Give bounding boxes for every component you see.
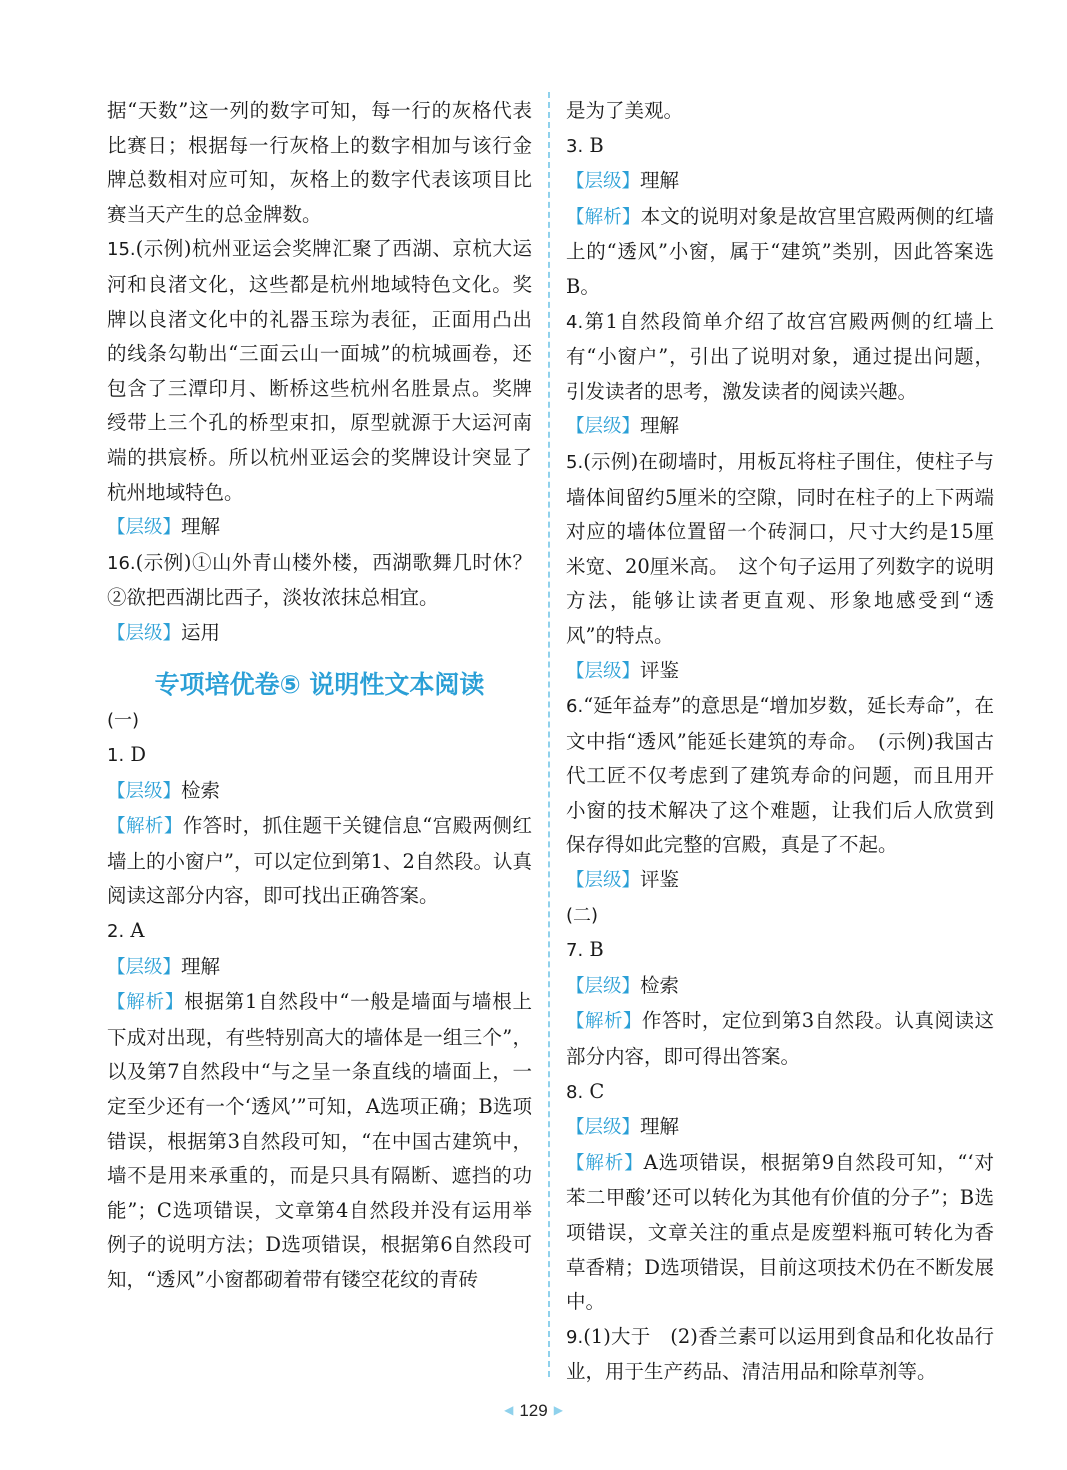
- analysis-text: 作答时，抓住题干关键信息“宫殿两侧红墙上的小窗户”，可以定位到第1、2自然段。认真阅读这部分内容，即可找出正确答案。: [107, 814, 532, 908]
- part-heading-2: (二): [566, 904, 599, 926]
- answer-text: (示例)①山外青山楼外楼，西湖歌舞几时休？ ②欲把西湖比西子，淡妆浓抹总相宜。: [107, 550, 552, 610]
- answer-text: (示例)杭州亚运会奖牌汇聚了西湖、京杭大运河和良渚文化，这些都是杭州地域特色文化。奖牌以良渚文化中的礼器玉琮为表征，正面用凸出的线条勾勒出“三面云山一面城”的杭城画卷，还包含了三潭印月、断桥这些杭州名胜景点。奖牌绶带上三个孔的桥型束扣，原型就源于大运河南端的拱宸桥。所以杭州亚运会的奖牌设计突显了杭州地域特色。: [107, 237, 532, 504]
- level-3: [566, 164, 994, 200]
- answer-4: [566, 305, 994, 410]
- question-number: 5.: [566, 451, 584, 473]
- answer-text: 第1自然段简单介绍了故宫宫殿两侧的红墙上有“小窗户”，引出了说明对象，通过提出问题，引发读者的思考，激发读者的阅读兴趣。: [566, 309, 994, 403]
- section-title: 专项培优卷⑤ 说明性文本阅读: [154, 669, 485, 699]
- question-number: 15.: [107, 239, 136, 261]
- level-value: 评鉴: [640, 868, 680, 892]
- answer-text: (1)大于 (2)香兰素可以运用到食品和化妆品行业，用于生产药品、清洁用品和除草剂等。: [566, 1324, 994, 1384]
- level-tag: 【层级】: [566, 416, 641, 438]
- column-divider: [548, 92, 550, 1377]
- level-tag: 【层级】: [107, 517, 182, 539]
- level-value: 检索: [640, 973, 680, 997]
- question-number: 16.: [107, 552, 136, 574]
- analysis-tag: 【解析】: [566, 206, 641, 228]
- question-number: 3.: [566, 135, 584, 157]
- question-number: 9.: [566, 1326, 584, 1348]
- answer-15: [107, 232, 532, 510]
- analysis-tag: 【解析】: [566, 1152, 644, 1174]
- analysis-3: [566, 200, 994, 305]
- level-tag: 【层级】: [566, 1117, 641, 1139]
- level-1: [107, 774, 532, 810]
- answer-choice: B: [589, 133, 604, 157]
- analysis-8: [566, 1146, 994, 1320]
- analysis-1: [107, 809, 532, 914]
- level-16: [107, 616, 532, 652]
- part-heading-1: (一): [107, 709, 140, 731]
- level-tag: 【层级】: [566, 975, 641, 997]
- level-5: [566, 654, 994, 690]
- answer-choice: D: [130, 743, 147, 767]
- answer-choice: C: [589, 1079, 605, 1103]
- level-tag: 【层级】: [107, 780, 182, 802]
- answer-16: [107, 546, 552, 616]
- answer-2: [107, 914, 532, 950]
- page-number: 129: [519, 1401, 548, 1420]
- level-value: 理解: [181, 954, 221, 978]
- analysis-text: A选项错误，根据第9自然段可知，“‘对苯二甲酸’还可以转化为其他有价值的分子”；B选项错误，文章关注的重点是废塑料瓶可转化为香草香精；D选项错误，目前这项技术仍在不断发展中。: [566, 1150, 994, 1314]
- level-4: [566, 409, 994, 445]
- level-value: 运用: [181, 620, 221, 644]
- level-value: 评鉴: [640, 658, 680, 682]
- level-value: 理解: [640, 169, 680, 193]
- level-value: 理解: [181, 515, 221, 539]
- level-value: 理解: [640, 414, 680, 438]
- analysis-7: [566, 1004, 994, 1074]
- level-15: [107, 510, 532, 546]
- analysis-text: 根据第1自然段中“一般是墙面与墙根上下成对出现，有些特别高大的墙体是一组三个”，以及第7自然段中“与之呈一条直线的墙面上，一定至少还有一个‘透风’”可知，A选项正确；B选项错误，根据第3自然段可知，“在中国古建筑中，墙不是用来承重的，而是只具有隔断、遮挡的功能”；C选项错误，文章第4自然段并没有运用举例子的说明方法；D选项错误，根据第6自然段可知，“透风”小窗都砌着带有镂空花纹的青砖: [107, 990, 532, 1291]
- right-column: [566, 94, 994, 1390]
- continued-text: 是为了美观。: [566, 99, 684, 122]
- answer-3: [566, 129, 994, 165]
- level-tag: 【层级】: [566, 171, 641, 193]
- analysis-tag: 【解析】: [107, 992, 185, 1014]
- question-number: 6.: [566, 696, 584, 718]
- level-value: 理解: [640, 1115, 680, 1139]
- intro-paragraph: 据“天数”这一列的数字可知，每一行的灰格代表比赛日；根据每一行灰格上的数字相加与该行金牌总数相对应可知，灰格上的数字代表该项目比赛当天产生的总金牌数。: [107, 99, 532, 226]
- analysis-2: [107, 985, 532, 1297]
- answer-9: [566, 1320, 994, 1390]
- level-tag: 【层级】: [566, 870, 641, 892]
- level-7: [566, 969, 994, 1005]
- level-value: 检索: [181, 778, 221, 802]
- analysis-text: 作答时，定位到第3自然段。认真阅读这部分内容，即可得出答案。: [566, 1009, 994, 1069]
- level-8: [566, 1110, 994, 1146]
- answer-1: [107, 738, 532, 774]
- answer-text: “延年益寿”的意思是“增加岁数，延长寿命”，在文中指“透风”能延长建筑的寿命。 (示例)我国古代工匠不仅考虑到了建筑寿命的问题，而且用开小窗的技术解决了这个难题，让我们后人欣赏到保存得如此完整的宫殿，真是了不起。: [566, 694, 994, 857]
- question-number: 7.: [566, 940, 584, 962]
- level-2: [107, 950, 532, 986]
- level-tag: 【层级】: [107, 622, 182, 644]
- question-number: 1.: [107, 745, 125, 767]
- triangle-right-icon: ▶: [553, 1403, 563, 1417]
- analysis-tag: 【解析】: [566, 1011, 642, 1033]
- question-number: 2.: [107, 921, 125, 943]
- analysis-tag: 【解析】: [107, 816, 183, 838]
- triangle-left-icon: ◀: [504, 1403, 514, 1417]
- level-tag: 【层级】: [566, 660, 641, 682]
- level-6: [566, 863, 994, 899]
- level-tag: 【层级】: [107, 956, 182, 978]
- answer-choice: B: [589, 938, 604, 962]
- left-column: [107, 94, 552, 1298]
- answer-6: [566, 689, 994, 863]
- answer-5: [566, 445, 994, 654]
- question-number: 4.: [566, 311, 584, 333]
- answer-8: [566, 1075, 994, 1111]
- analysis-text: 本文的说明对象是故宫里宫殿两侧的红墙上的“透风”小窗，属于“建筑”类别，因此答案选B。: [566, 204, 994, 298]
- page-footer: [0, 1401, 1067, 1421]
- answer-7: [566, 933, 994, 969]
- question-number: 8.: [566, 1081, 584, 1103]
- answer-choice: A: [130, 919, 145, 943]
- answer-text: (示例)在砌墙时，用板瓦将柱子围住，使柱子与墙体间留约5厘米的空隙，同时在柱子的上下两端对应的墙体位置留一个砖洞口，尺寸大约是15厘米宽、20厘米高。 这个句子运用了列数字的说明方法，能够让读者更直观、形象地感受到“透风”的特点。: [566, 449, 994, 647]
